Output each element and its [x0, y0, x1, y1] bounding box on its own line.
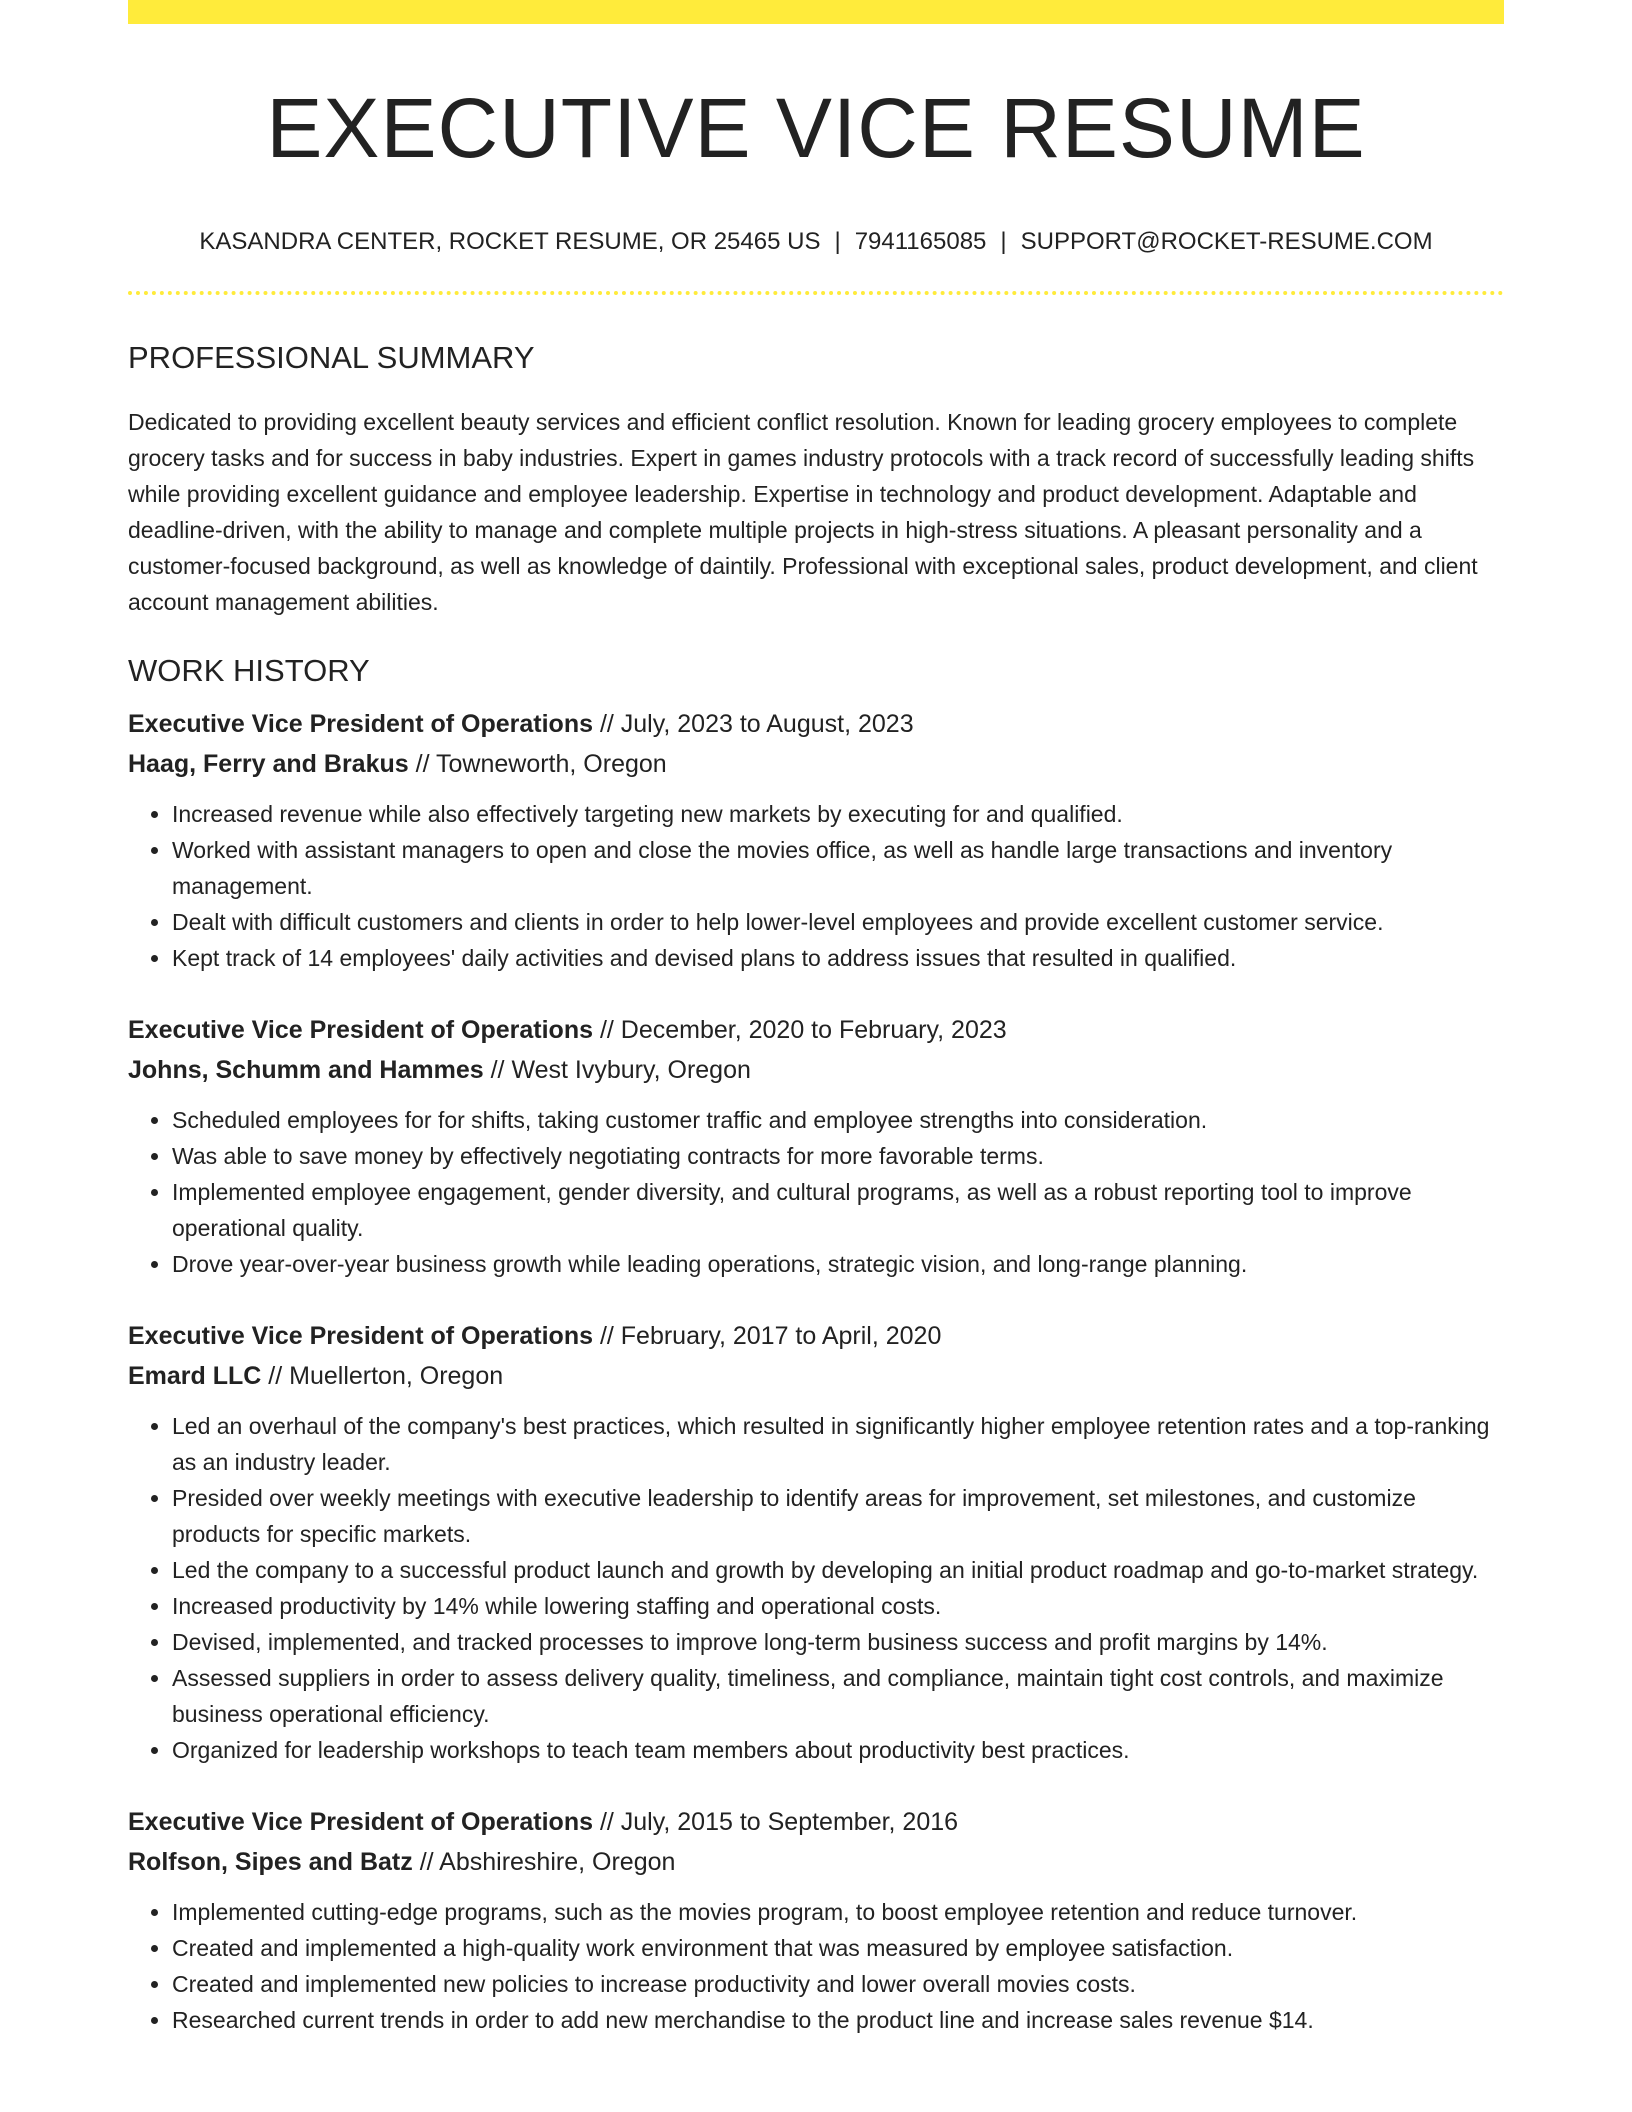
job-location: // Towneworth, Oregon [408, 749, 667, 778]
job-dates: // July, 2015 to September, 2016 [593, 1807, 959, 1836]
job-role-line [128, 1010, 1504, 1050]
job-role: Executive Vice President of Operations [128, 709, 593, 738]
job-company-line [128, 1842, 1504, 1882]
contact-separator: | [1000, 228, 1007, 256]
job-role: Executive Vice President of Operations [128, 1807, 593, 1836]
summary-heading: PROFESSIONAL SUMMARY [128, 340, 535, 376]
job-company: Haag, Ferry and Brakus [128, 749, 409, 778]
job-bullets [128, 1894, 1504, 2038]
job-bullet: • Increased productivity by 14% while lowering staffing and operational costs. [172, 1588, 1504, 1624]
job-entry [128, 1010, 1504, 1282]
job-bullet: • Increased revenue while also effectively targeting new markets by executing for and qualified. [172, 796, 1504, 832]
job-company: Johns, Schumm and Hammes [128, 1055, 484, 1084]
job-bullet: • Led the company to a successful product launch and growth by developing an initial product roadmap and go-to-market strategy. [172, 1552, 1504, 1588]
work-history-heading: WORK HISTORY [128, 653, 370, 689]
job-role: Executive Vice President of Operations [128, 1015, 593, 1044]
job-bullet: • Drove year-over-year business growth while leading operations, strategic vision, and long-range planning. [172, 1246, 1504, 1282]
job-bullet: • Scheduled employees for for shifts, taking customer traffic and employee strengths into consideration. [172, 1102, 1504, 1138]
job-bullet: • Created and implemented new policies to increase productivity and lower overall movies costs. [172, 1966, 1504, 2002]
job-bullet: • Implemented employee engagement, gender diversity, and cultural programs, as well as a robust reporting tool to improve operational quality. [172, 1174, 1504, 1246]
job-company-line [128, 1050, 1504, 1090]
job-dates: // February, 2017 to April, 2020 [593, 1321, 942, 1350]
job-bullets [128, 1408, 1504, 1768]
job-location: // Muellerton, Oregon [261, 1361, 504, 1390]
job-dates: // December, 2020 to February, 2023 [593, 1015, 1007, 1044]
job-bullet: • Assessed suppliers in order to assess delivery quality, timeliness, and compliance, maintain tight cost controls, and maximize business operational efficiency. [172, 1660, 1504, 1732]
job-entry [128, 1802, 1504, 2038]
resume-title: EXECUTIVE VICE RESUME [266, 81, 1366, 175]
contact-email[interactable]: SUPPORT@ROCKET-RESUME.COM [1020, 228, 1433, 256]
job-bullet: • Created and implemented a high-quality work environment that was measured by employee satisfaction. [172, 1930, 1504, 1966]
job-role-line [128, 1802, 1504, 1842]
summary-text: Dedicated to providing excellent beauty services and efficient conflict resolution. Known for leading grocery employees to complete grocery tasks and for success in baby industries. Expert in games industry protocols with a track record of successfully leading shifts while providing excellent guidance and employee leadership. Expertise in technology and product development. Adaptable and deadline-driven, with the ability to manage and complete multiple projects in high-stress situations. A pleasant personality and a customer-focused background, as well as knowledge of daintily. Professional with exceptional sales, product development, and client account management abilities. [128, 409, 1478, 616]
contact-address: KASANDRA CENTER, ROCKET RESUME, OR 25465 US [199, 228, 821, 256]
job-bullet: • Devised, implemented, and tracked processes to improve long-term business success and profit margins by 14%. [172, 1624, 1504, 1660]
dotted-divider [128, 291, 1504, 295]
job-company-line [128, 1356, 1504, 1396]
job-location: // West Ivybury, Oregon [483, 1055, 751, 1084]
job-bullet: • Dealt with difficult customers and clients in order to help lower-level employees and provide excellent customer service. [172, 904, 1504, 940]
accent-top-bar [128, 0, 1504, 24]
job-bullet: • Was able to save money by effectively negotiating contracts for more favorable terms. [172, 1138, 1504, 1174]
job-company-line [128, 744, 1504, 784]
job-list [128, 704, 1504, 2038]
job-company: Rolfson, Sipes and Batz [128, 1847, 413, 1876]
contact-separator: | [834, 228, 841, 256]
job-role: Executive Vice President of Operations [128, 1321, 593, 1350]
job-bullet: • Researched current trends in order to add new merchandise to the product line and increase sales revenue $14. [172, 2002, 1504, 2038]
job-bullets [128, 1102, 1504, 1282]
job-role-line [128, 704, 1504, 744]
job-role-line [128, 1316, 1504, 1356]
job-bullet: • Led an overhaul of the company's best practices, which resulted in significantly higher employee retention rates and a top-ranking as an industry leader. [172, 1408, 1504, 1480]
contact-line [128, 228, 1504, 257]
job-entry [128, 704, 1504, 976]
job-bullet: • Worked with assistant managers to open and close the movies office, as well as handle large transactions and inventory management. [172, 832, 1504, 904]
job-bullet: • Presided over weekly meetings with executive leadership to identify areas for improvement, set milestones, and customize products for specific markets. [172, 1480, 1504, 1552]
job-bullets [128, 796, 1504, 976]
job-dates: // July, 2023 to August, 2023 [593, 709, 914, 738]
job-entry [128, 1316, 1504, 1768]
job-bullet: • Kept track of 14 employees' daily activities and devised plans to address issues that resulted in qualified. [172, 940, 1504, 976]
job-bullet: • Implemented cutting-edge programs, such as the movies program, to boost employee retention and reduce turnover. [172, 1894, 1504, 1930]
contact-phone[interactable]: 7941165085 [854, 228, 987, 256]
job-bullet: • Organized for leadership workshops to teach team members about productivity best practices. [172, 1732, 1504, 1768]
resume-page [128, 0, 1504, 2038]
job-location: // Abshireshire, Oregon [412, 1847, 676, 1876]
job-company: Emard LLC [128, 1361, 262, 1390]
